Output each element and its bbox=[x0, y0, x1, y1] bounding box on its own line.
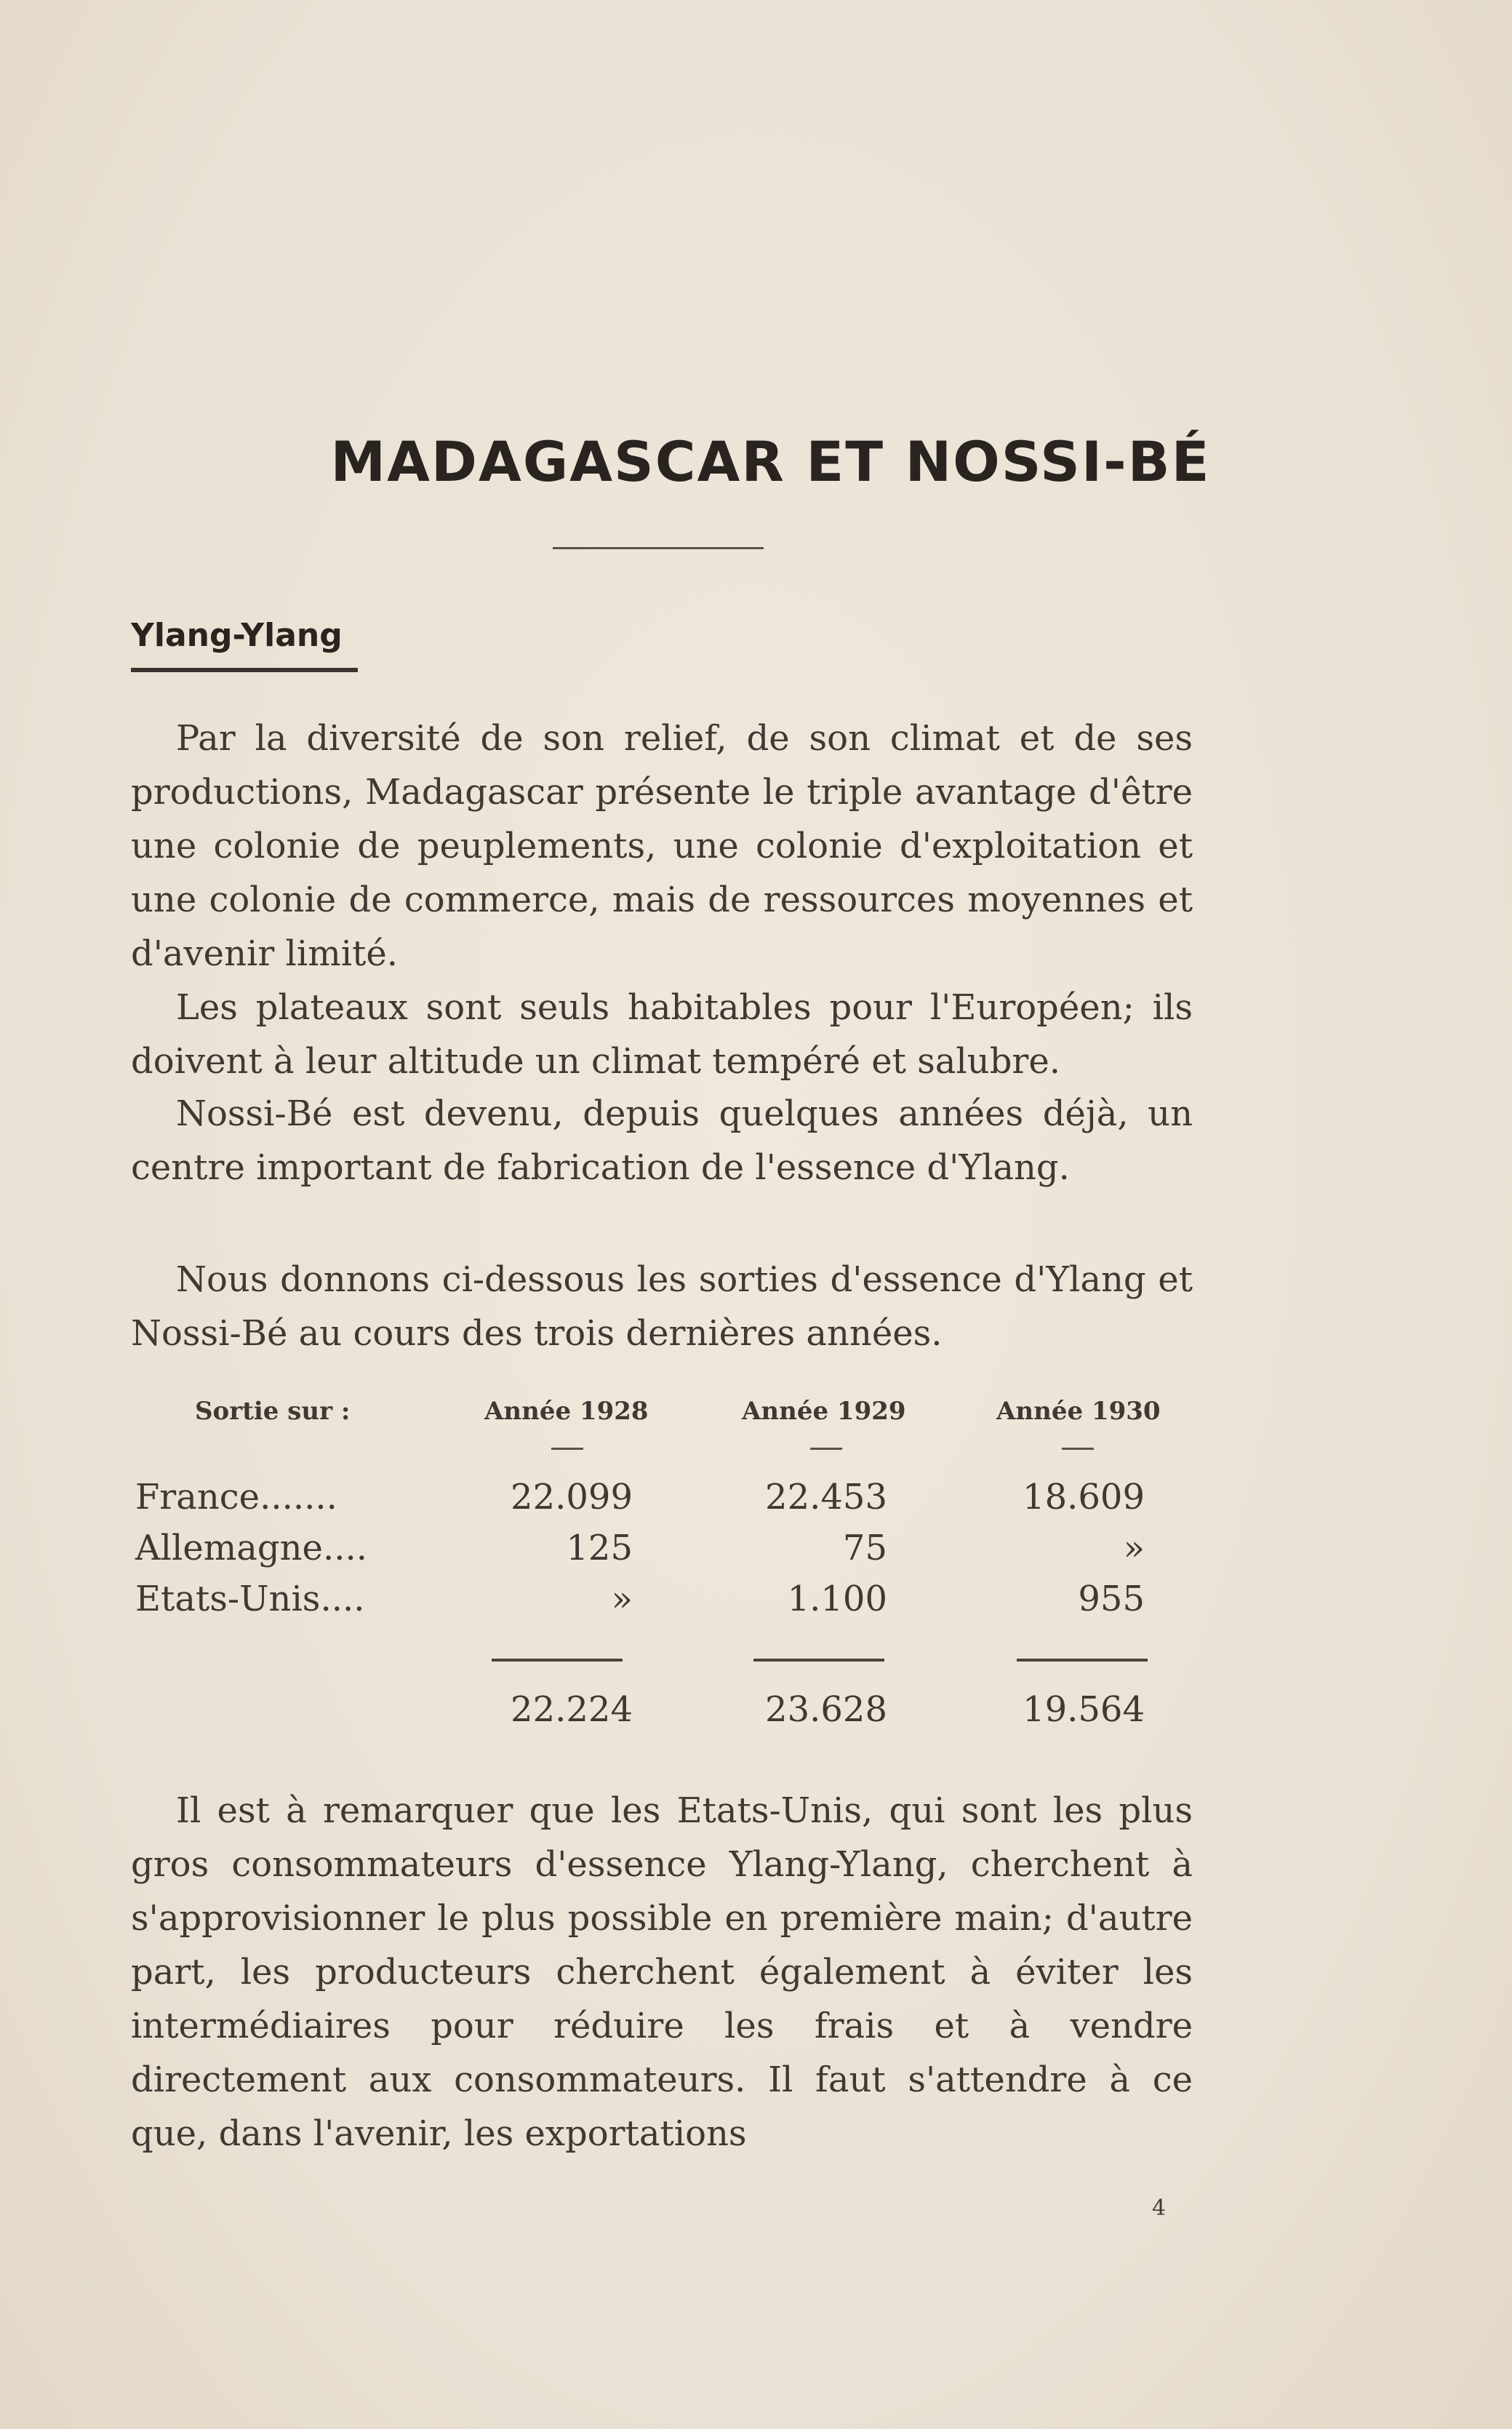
table-cell: 22.099 bbox=[511, 1477, 633, 1517]
section-heading: Ylang-Ylang bbox=[131, 617, 343, 654]
table-cell: 1.100 bbox=[787, 1579, 887, 1619]
table-cell: 22.453 bbox=[765, 1477, 887, 1517]
total-rule bbox=[1017, 1659, 1148, 1662]
table-total: 23.628 bbox=[765, 1689, 887, 1730]
paragraph-text: Nous donnons ci-dessous les sorties d'essence d'Ylang et Nossi-Bé au cours des trois dernières années. bbox=[131, 1259, 1193, 1354]
paragraph-5 bbox=[131, 1784, 1193, 2161]
table-cell: » bbox=[611, 1579, 633, 1619]
table-column-header: Année 1930 bbox=[996, 1397, 1161, 1426]
table-cell: 75 bbox=[842, 1528, 887, 1568]
paragraph-1 bbox=[131, 711, 1193, 981]
table-total: 22.224 bbox=[511, 1689, 633, 1730]
table-cell: 18.609 bbox=[1023, 1477, 1145, 1517]
table-header-label: Sortie sur : bbox=[195, 1397, 351, 1426]
column-dash bbox=[1062, 1448, 1094, 1450]
paragraph-text: Il est à remarquer que les Etats-Unis, qui sont les plus gros consommateurs d'essence Ylang-Ylang, cherchent à s'approvisionner le plus possible en première main; d'autre part, les producteurs cherchent également à éviter les intermédiaires pour réduire les frais et à vendre directement aux consommateurs. Il faut s'attendre à ce que, dans l'avenir, les exportations bbox=[131, 1790, 1193, 2154]
page-number: 4 bbox=[1152, 2195, 1167, 2221]
table-cell: 955 bbox=[1078, 1579, 1145, 1619]
paragraph-2 bbox=[131, 981, 1193, 1088]
title-divider bbox=[553, 547, 764, 549]
paragraph-4 bbox=[131, 1253, 1193, 1360]
paragraph-3 bbox=[131, 1087, 1193, 1194]
table-row-label: France....... bbox=[135, 1477, 337, 1517]
total-rule bbox=[753, 1659, 884, 1662]
paragraph-text: Les plateaux sont seuls habitables pour l'Européen; ils doivent à leur altitude un climat tempéré et salubre. bbox=[131, 987, 1193, 1082]
page-title: MADAGASCAR ET NOSSI-BÉ bbox=[330, 429, 1211, 494]
column-dash bbox=[551, 1448, 583, 1450]
column-dash bbox=[810, 1448, 842, 1450]
total-rule bbox=[492, 1659, 623, 1662]
paragraph-text: Nossi-Bé est devenu, depuis quelques années déjà, un centre important de fabrication de l'essence d'Ylang. bbox=[131, 1093, 1193, 1188]
table-column-header: Année 1929 bbox=[742, 1397, 906, 1426]
table-cell: 125 bbox=[566, 1528, 633, 1568]
table-row-label: Allemagne.... bbox=[135, 1528, 367, 1568]
table-cell: » bbox=[1123, 1528, 1145, 1568]
section-heading-underline bbox=[131, 668, 358, 672]
table-column-header: Année 1928 bbox=[484, 1397, 649, 1426]
table-row-label: Etats-Unis.... bbox=[135, 1579, 365, 1619]
table-total: 19.564 bbox=[1023, 1689, 1145, 1730]
paragraph-text: Par la diversité de son relief, de son climat et de ses productions, Madagascar présente le triple avantage d'être une colonie de peuplements, une colonie d'exploitation et une colonie de commerce, mais de ressources moyennes et d'avenir limité. bbox=[131, 718, 1193, 974]
